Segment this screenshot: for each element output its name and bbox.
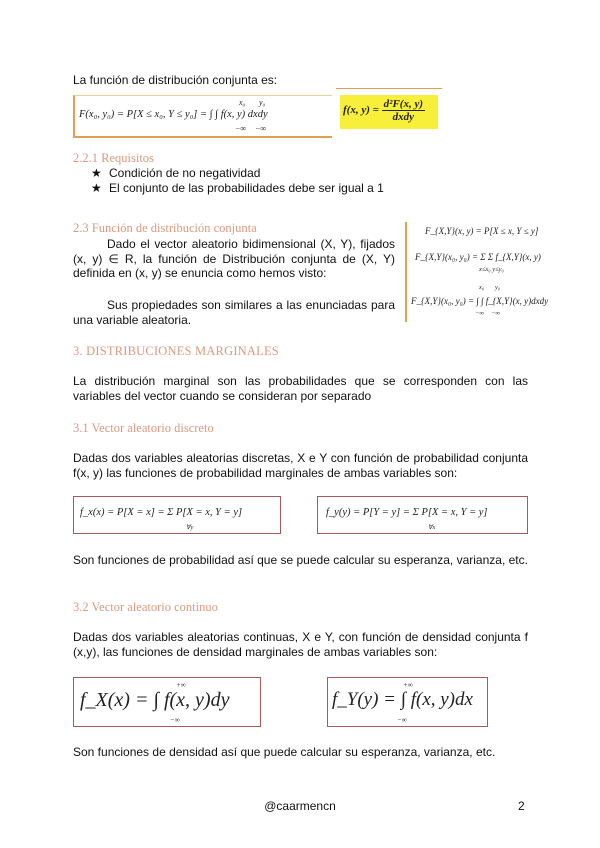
paragraph-3-1-b: Son funciones de probabilidad así que se puede calcular su esperanza, varianza, etc. xyxy=(73,553,528,567)
int-upper-x: x₀ xyxy=(239,98,246,107)
paragraph-3-2-a: Dadas dos variables aleatorias continuas, X e Y, con función de densidad conjunta f (x,y), las funciones de densidad marginales de ambas variables son: xyxy=(73,630,528,659)
marginal-continuous-x-upper: +∞ xyxy=(176,681,186,689)
int-lower-2: −∞ xyxy=(255,124,267,133)
marginal-discrete-y-box xyxy=(317,496,528,534)
property-3-upper-x: x₀ xyxy=(479,284,485,291)
property-formula-1: F_{X,Y}(x, y) = P[X ≤ x, Y ≤ y] xyxy=(425,226,539,236)
star-bullet-icon: ★ xyxy=(91,181,102,195)
property-3-upper-y: y₀ xyxy=(495,284,501,291)
heading-funcion-distribucion: 2.3 Función de distribución conjunta xyxy=(73,221,257,235)
marginal-continuous-y-lower: −∞ xyxy=(397,716,407,724)
marginal-continuous-y-upper: +∞ xyxy=(403,681,413,689)
int-upper-y: y₀ xyxy=(259,98,266,107)
marginal-discrete-x-formula: f_x(x) = P[X = x] = Σ P[X = x, Y = y] xyxy=(80,507,243,518)
marginal-discrete-y-formula: f_y(y) = P[Y = y] = Σ P[X = x, Y = y] xyxy=(326,507,488,518)
heading-distribuciones-marginales: 3. DISTRIBUCIONES MARGINALES xyxy=(73,344,279,358)
int-lower-1: −∞ xyxy=(235,124,247,133)
joint-cdf-formula: F(x₀, y₀) = P[X ≤ x₀, Y ≤ y₀] = ∫ ∫ f(x, y) dxdy xyxy=(79,109,268,120)
joint-cdf-properties-box xyxy=(405,222,562,322)
marginal-continuous-x-lower: −∞ xyxy=(170,716,180,724)
marginal-continuous-x-formula: f_X(x) = ∫ f(x, y)dy xyxy=(80,689,230,711)
footer-author: @caarmencn xyxy=(264,799,336,813)
property-formula-2-sub: x≤x₀ y≤y₀ xyxy=(479,266,504,273)
marginal-continuous-x-box xyxy=(73,677,261,727)
marginal-discrete-x-sub: ∀y xyxy=(186,524,194,531)
joint-cdf-formula-box xyxy=(73,95,332,138)
marginal-discrete-x-box xyxy=(73,496,281,534)
heading-requisitos: 2.2.1 Requisitos xyxy=(73,151,154,165)
paragraph-2-3-a: Dado el vector aleatorio bidimensional (X, Y), fijados (x, y) ∈ R, la función de Distribución conjunta de (X, Y) definida en (x, y) se enuncia como hemos visto: xyxy=(73,237,395,280)
marginal-continuous-y-formula: f_Y(y) = ∫ f(x, y)dx xyxy=(332,689,473,710)
intro-text: La función de distribución conjunta es: xyxy=(73,73,278,87)
bullet-item-2: ★ El conjunto de las probabilidades debe ser igual a 1 xyxy=(91,181,384,195)
heading-vector-discreto: 3.1 Vector aleatorio discreto xyxy=(73,421,214,435)
bullet-item-1: ★ Condición de no negatividad xyxy=(91,166,261,180)
paragraph-3-1-a: Dadas dos variables aleatorias discretas, X e Y con función de probabilidad conjunta f(x, y) las funciones de probabilidad marginales de ambas variables son: xyxy=(73,451,528,480)
marginal-discrete-y-sub: ∀x xyxy=(428,524,436,531)
property-3-lower-1: −∞ xyxy=(475,310,485,317)
property-formula-3: F_{X,Y}(x₀, y₀) = ∫ ∫ f_{X,Y}(x, y)dxdy xyxy=(411,296,549,306)
page-number: 2 xyxy=(518,799,525,813)
property-3-lower-2: −∞ xyxy=(491,310,501,317)
property-formula-2: F_{X,Y}(x₀, y₀) = Σ Σ f_{X,Y}(x, y) xyxy=(415,252,541,262)
paragraph-3-2-b: Son funciones de densidad así que puede calcular su esperanza, varianza, etc. xyxy=(73,745,496,759)
heading-vector-continuo: 3.2 Vector aleatorio continuo xyxy=(73,600,218,614)
density-formula-box xyxy=(336,88,442,135)
star-bullet-icon: ★ xyxy=(91,166,102,180)
marginal-continuous-y-box xyxy=(327,677,488,727)
density-formula: f(x, y) = $\frac{\text{d²F(x, y)}}{\text{dxdy}}$ xyxy=(343,98,423,124)
paragraph-2-3-b: Sus propiedades son similares a las enunciadas para una variable aleatoria. xyxy=(73,298,395,327)
paragraph-3: La distribución marginal son las probabilidades que se corresponden con las variables del vector cuando se consideran por separado xyxy=(73,374,528,403)
